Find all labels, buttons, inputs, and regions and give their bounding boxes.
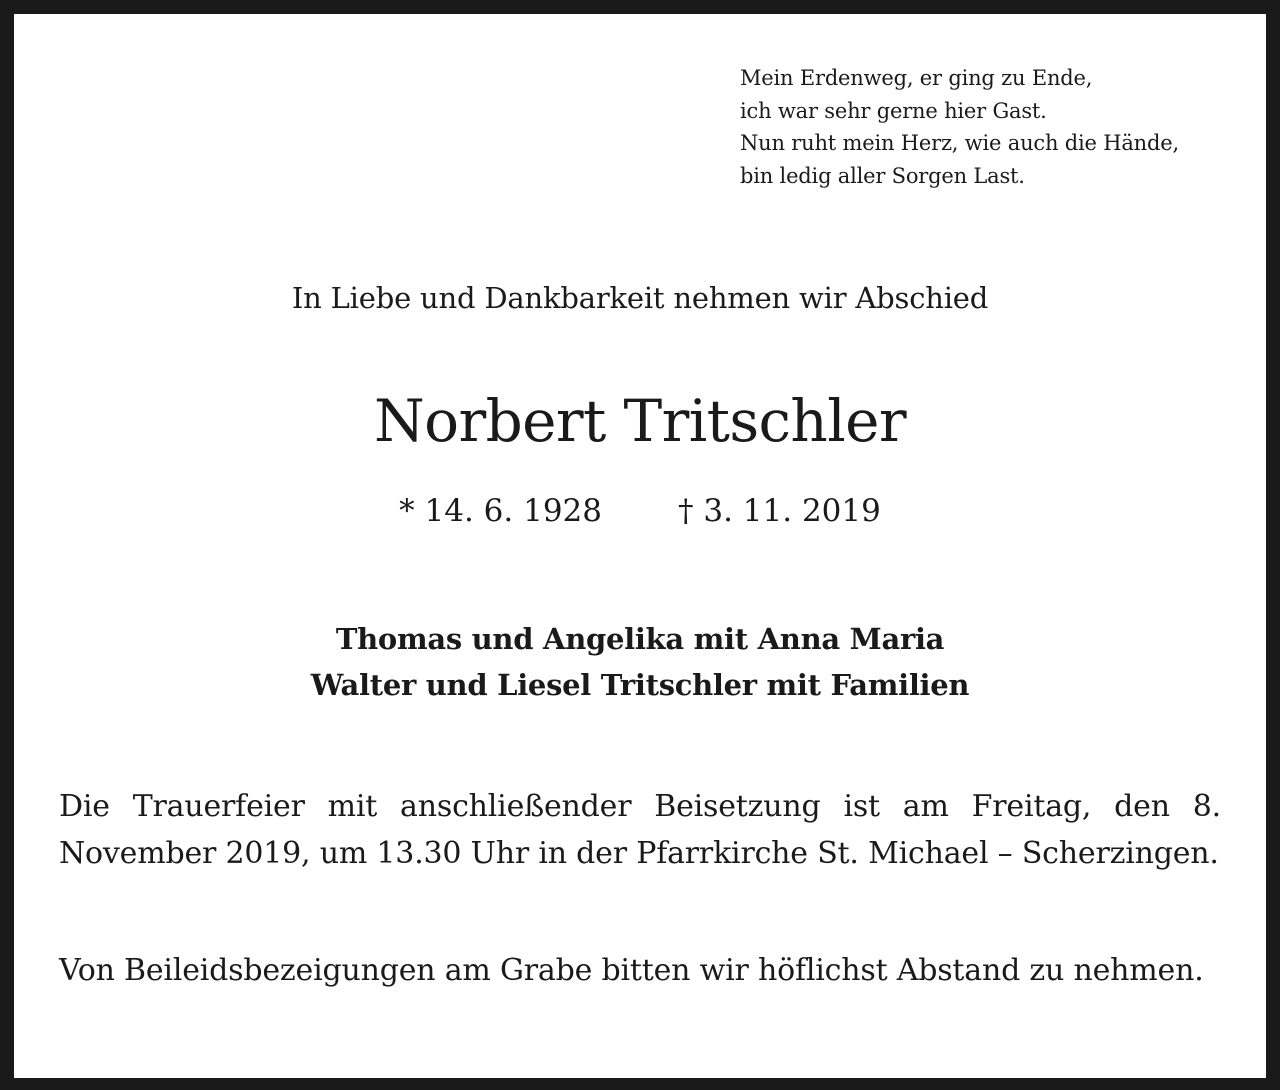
birth-date: * 14. 6. 1928	[399, 493, 602, 529]
poem-line: Nun ruht mein Herz, wie auch die Hände,	[740, 131, 1179, 155]
deceased-name: Norbert Tritschler	[374, 387, 906, 455]
poem-line: Mein Erdenweg, er ging zu Ende,	[740, 66, 1093, 90]
death-date: † 3. 11. 2019	[678, 493, 881, 529]
funeral-service-info: Die Trauerfeier mit anschließender Beisetzung ist am Freitag, den 8. November 2019, um 13.30 Uhr in der Pfarrkirche St. Michael – Scherzingen.	[59, 789, 1221, 871]
farewell-heading: In Liebe und Dankbarkeit nehmen wir Abschied	[291, 281, 989, 315]
mourners-list	[14, 616, 1266, 708]
mourner-line: Thomas und Angelika mit Anna Maria	[335, 622, 945, 656]
obituary-notice	[14, 14, 1266, 1078]
poem-line: bin ledig aller Sorgen Last.	[740, 163, 1025, 188]
condolence-request: Von Beileidsbezeigungen am Grabe bitten wir höflichst Abstand zu nehmen.	[59, 953, 1204, 988]
mourner-line: Walter und Liesel Tritschler mit Familien	[310, 668, 970, 702]
poem-line: ich war sehr gerne hier Gast.	[740, 98, 1047, 123]
memorial-poem	[740, 62, 1179, 192]
life-dates	[14, 491, 1266, 531]
